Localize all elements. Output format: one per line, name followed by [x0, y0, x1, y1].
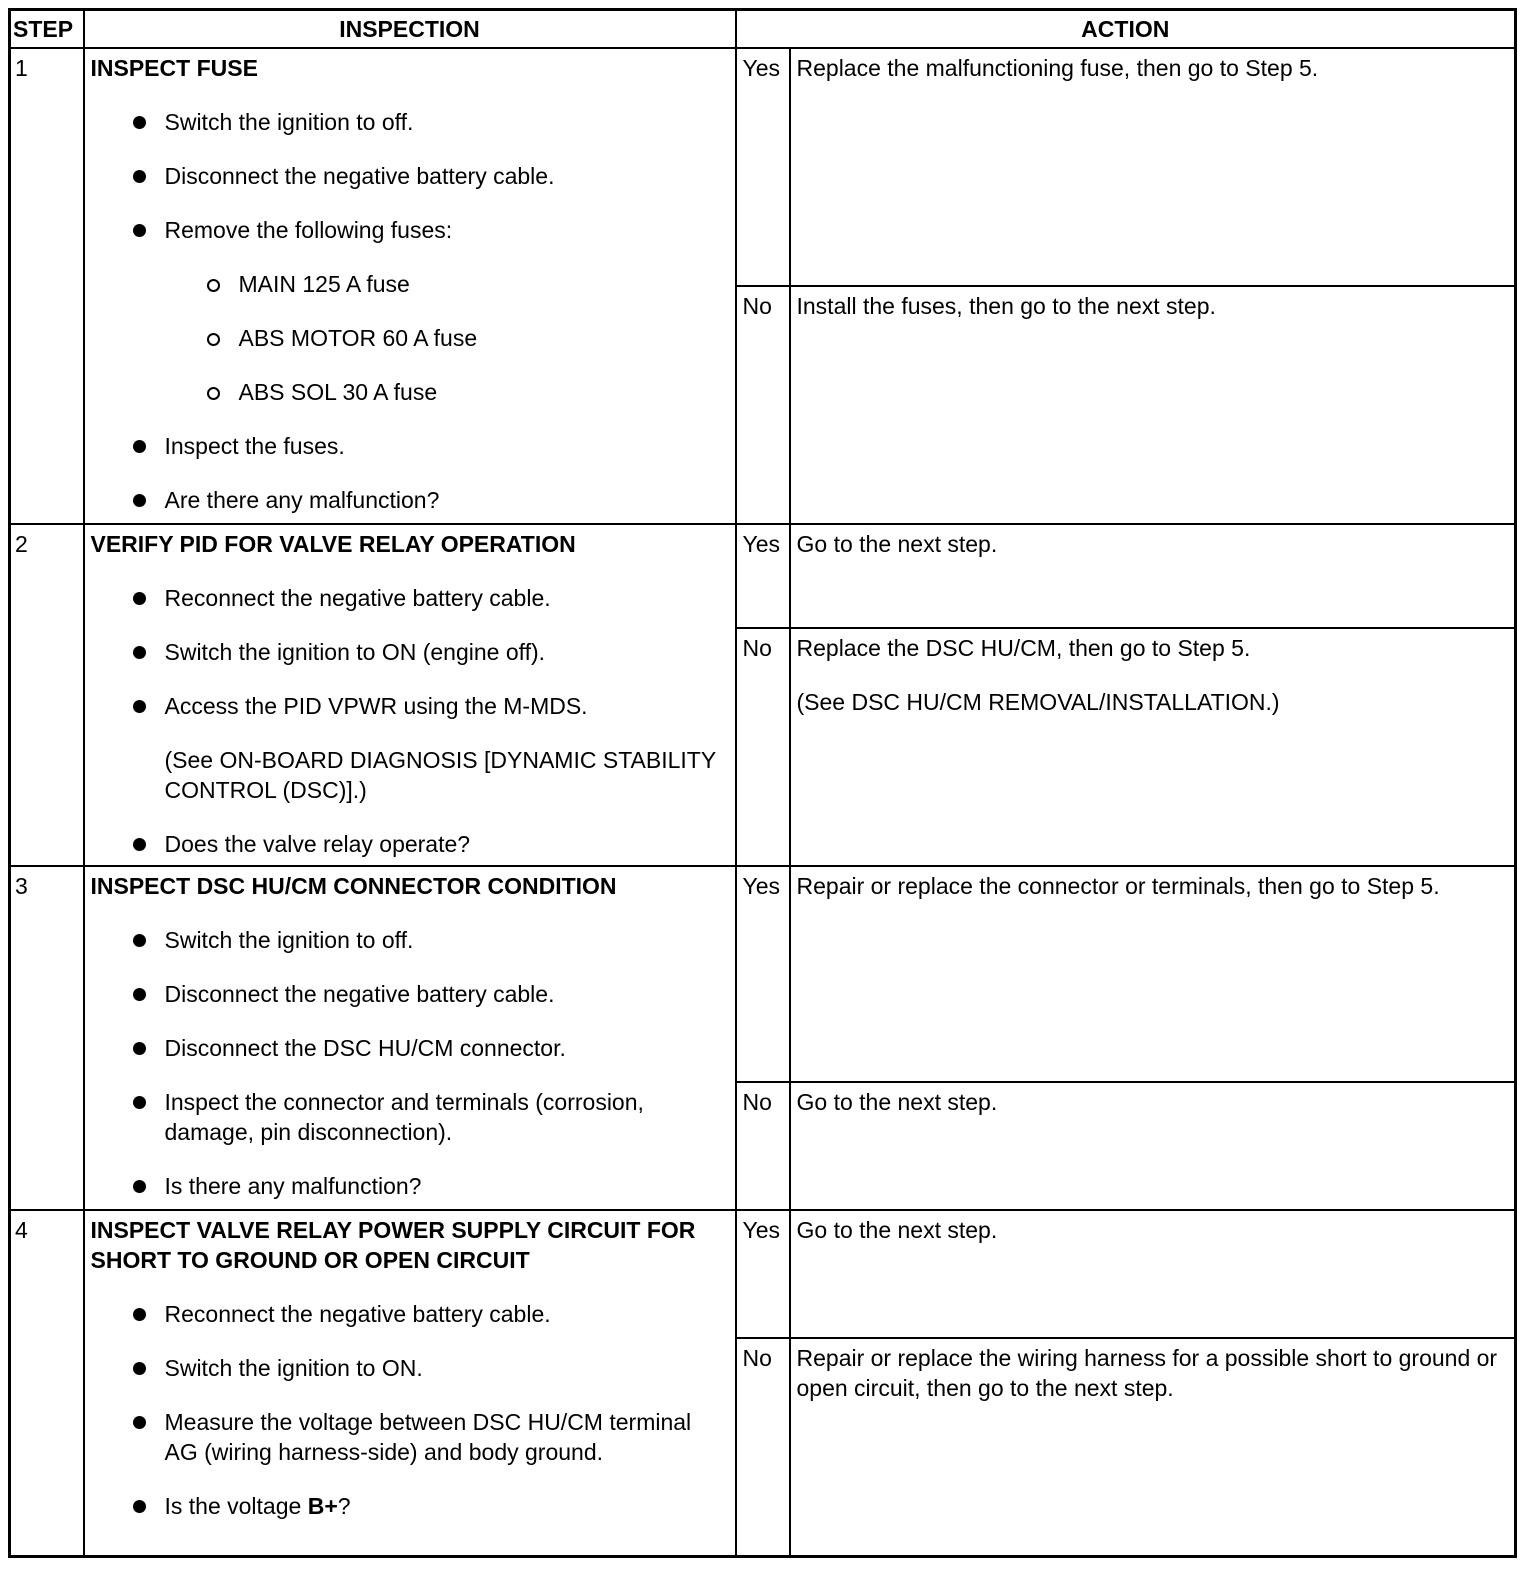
bullet-item: Are there any malfunction? — [91, 485, 729, 515]
inspection-cell — [84, 524, 736, 866]
table-header-row — [10, 10, 1516, 49]
bullet-item: Switch the ignition to ON. — [91, 1353, 729, 1383]
step-title: INSPECT VALVE RELAY POWER SUPPLY CIRCUIT FOR SHORT TO GROUND OR OPEN CIRCUIT — [90, 1217, 696, 1273]
no-label: No — [736, 1338, 790, 1556]
yes-action: Go to the next step. — [790, 1210, 1516, 1338]
no-action-reference: (See DSC HU/CM REMOVAL/INSTALLATION.) — [796, 689, 1280, 715]
yes-label: Yes — [736, 1210, 790, 1338]
step-number: 4 — [10, 1210, 84, 1556]
step-title: VERIFY PID FOR VALVE RELAY OPERATION — [90, 531, 576, 557]
bullet-item: Disconnect the negative battery cable. — [91, 161, 729, 191]
bullet-item: Is there any malfunction? — [91, 1171, 729, 1201]
no-action-cell — [790, 628, 1516, 866]
bullet-item: Switch the ignition to off. — [91, 925, 729, 955]
inspection-cell — [84, 1210, 736, 1556]
step-number: 3 — [10, 866, 84, 1210]
bullet-item: Disconnect the DSC HU/CM connector. — [91, 1033, 729, 1063]
no-action: Go to the next step. — [790, 1082, 1516, 1210]
step-title: INSPECT DSC HU/CM CONNECTOR CONDITION — [90, 873, 617, 899]
step-number: 2 — [10, 524, 84, 866]
inspection-cell — [84, 48, 736, 524]
bullet-item: Reconnect the negative battery cable. — [91, 1299, 729, 1329]
step-number: 1 — [10, 48, 84, 524]
step-title: INSPECT FUSE — [90, 55, 258, 81]
bullet-item: Inspect the fuses. — [91, 431, 729, 461]
bullet-item: Remove the following fuses: — [91, 215, 729, 245]
yes-action: Repair or replace the connector or terminals, then go to Step 5. — [790, 866, 1516, 1082]
reference-note: (See ON-BOARD DIAGNOSIS [DYNAMIC STABILITY CONTROL (DSC)].) — [164, 747, 716, 803]
yes-action: Go to the next step. — [790, 524, 1516, 628]
bullet-item: Disconnect the negative battery cable. — [91, 979, 729, 1009]
sub-bullet-item: ABS SOL 30 A fuse — [91, 377, 729, 407]
bullet-item: Measure the voltage between DSC HU/CM terminal AG (wiring harness-side) and body ground. — [91, 1407, 729, 1467]
inspection-cell — [84, 866, 736, 1210]
sub-bullet-item: ABS MOTOR 60 A fuse — [91, 323, 729, 353]
header-action: ACTION — [736, 10, 1516, 49]
yes-action: Replace the malfunctioning fuse, then go to Step 5. — [790, 48, 1516, 286]
no-action: Repair or replace the wiring harness for a possible short to ground or open circuit, then go to the next step. — [790, 1338, 1516, 1556]
table-row — [10, 1210, 1516, 1338]
header-inspection: INSPECTION — [84, 10, 736, 49]
yes-label: Yes — [736, 524, 790, 628]
yes-label: Yes — [736, 866, 790, 1082]
header-step: STEP — [10, 10, 84, 49]
no-action: Install the fuses, then go to the next step. — [790, 286, 1516, 524]
bullet-text-end: ? — [337, 1493, 351, 1519]
bullet-item: Reconnect the negative battery cable. — [91, 583, 729, 613]
table-row — [10, 866, 1516, 1082]
sub-bullet-item: MAIN 125 A fuse — [91, 269, 729, 299]
bullet-text: Is the voltage — [164, 1493, 308, 1519]
bullet-item: Inspect the connector and terminals (corrosion, damage, pin disconnection). — [91, 1087, 729, 1147]
bullet-item: Access the PID VPWR using the M-MDS. — [91, 691, 729, 721]
diagnostic-table — [8, 8, 1517, 1558]
no-label: No — [736, 1082, 790, 1210]
no-label: No — [736, 628, 790, 866]
bullet-item — [91, 1491, 729, 1521]
bullet-item: Switch the ignition to ON (engine off). — [91, 637, 729, 667]
bullet-item: Does the valve relay operate? — [91, 829, 729, 859]
no-action: Replace the DSC HU/CM, then go to Step 5. — [796, 635, 1251, 661]
voltage-value: B+ — [307, 1493, 338, 1519]
table-row — [10, 524, 1516, 628]
no-label: No — [736, 286, 790, 524]
yes-label: Yes — [736, 48, 790, 286]
table-row — [10, 48, 1516, 286]
bullet-item: Switch the ignition to off. — [91, 107, 729, 137]
